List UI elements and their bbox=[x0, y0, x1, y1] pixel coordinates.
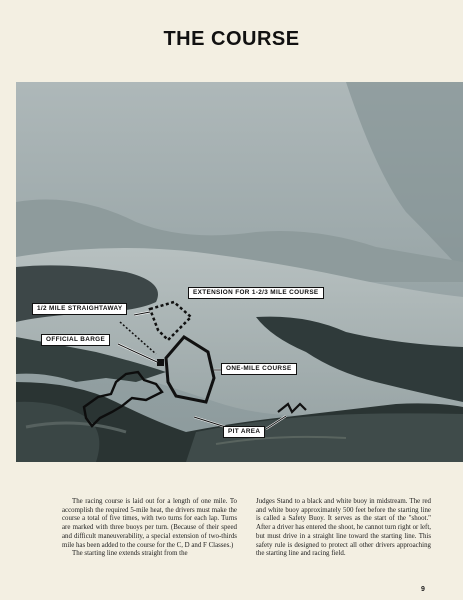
aerial-photo bbox=[16, 82, 463, 462]
paragraph: The racing course is laid out for a length of one mile. To accomplish the required 5-mile heat, the drivers must make the course a total of five times, with two turns for each lap. Turns are marked with three buoys per turn. (Because of their speed and difficult maneuverability, a special extension of two-thirds mile has been added to the course for the C, D and F Classes.) bbox=[62, 498, 237, 549]
paragraph: Judges Stand to a black and white buoy in midstream. The red and white buoy approximately 500 feet before the starting line is called a Safety Buoy. It serves as the start of the "shoot." After a driver has entered the shoot, he cannot turn right or left, but must drive in a straight line toward the starting line. This safety rule is designed to protect all other drivers approaching the starting line and racing field. bbox=[256, 498, 431, 558]
text-column-right bbox=[256, 498, 431, 559]
page-number: 9 bbox=[421, 586, 425, 593]
aerial-photo-image bbox=[16, 82, 463, 462]
body-text bbox=[62, 498, 432, 559]
label-one-mile-course: ONE-MILE COURSE bbox=[221, 363, 297, 375]
label-pit-area: PIT AREA bbox=[223, 426, 265, 438]
label-straightaway: 1/2 MILE STRAIGHTAWAY bbox=[32, 303, 127, 315]
paragraph: The starting line extends straight from the bbox=[72, 550, 188, 558]
official-barge-marker bbox=[157, 359, 164, 366]
label-official-barge: OFFICIAL BARGE bbox=[41, 334, 110, 346]
page-title: THE COURSE bbox=[163, 28, 300, 50]
label-extension: EXTENSION FOR 1-2/3 MILE COURSE bbox=[188, 287, 324, 299]
text-column-left bbox=[62, 498, 237, 559]
